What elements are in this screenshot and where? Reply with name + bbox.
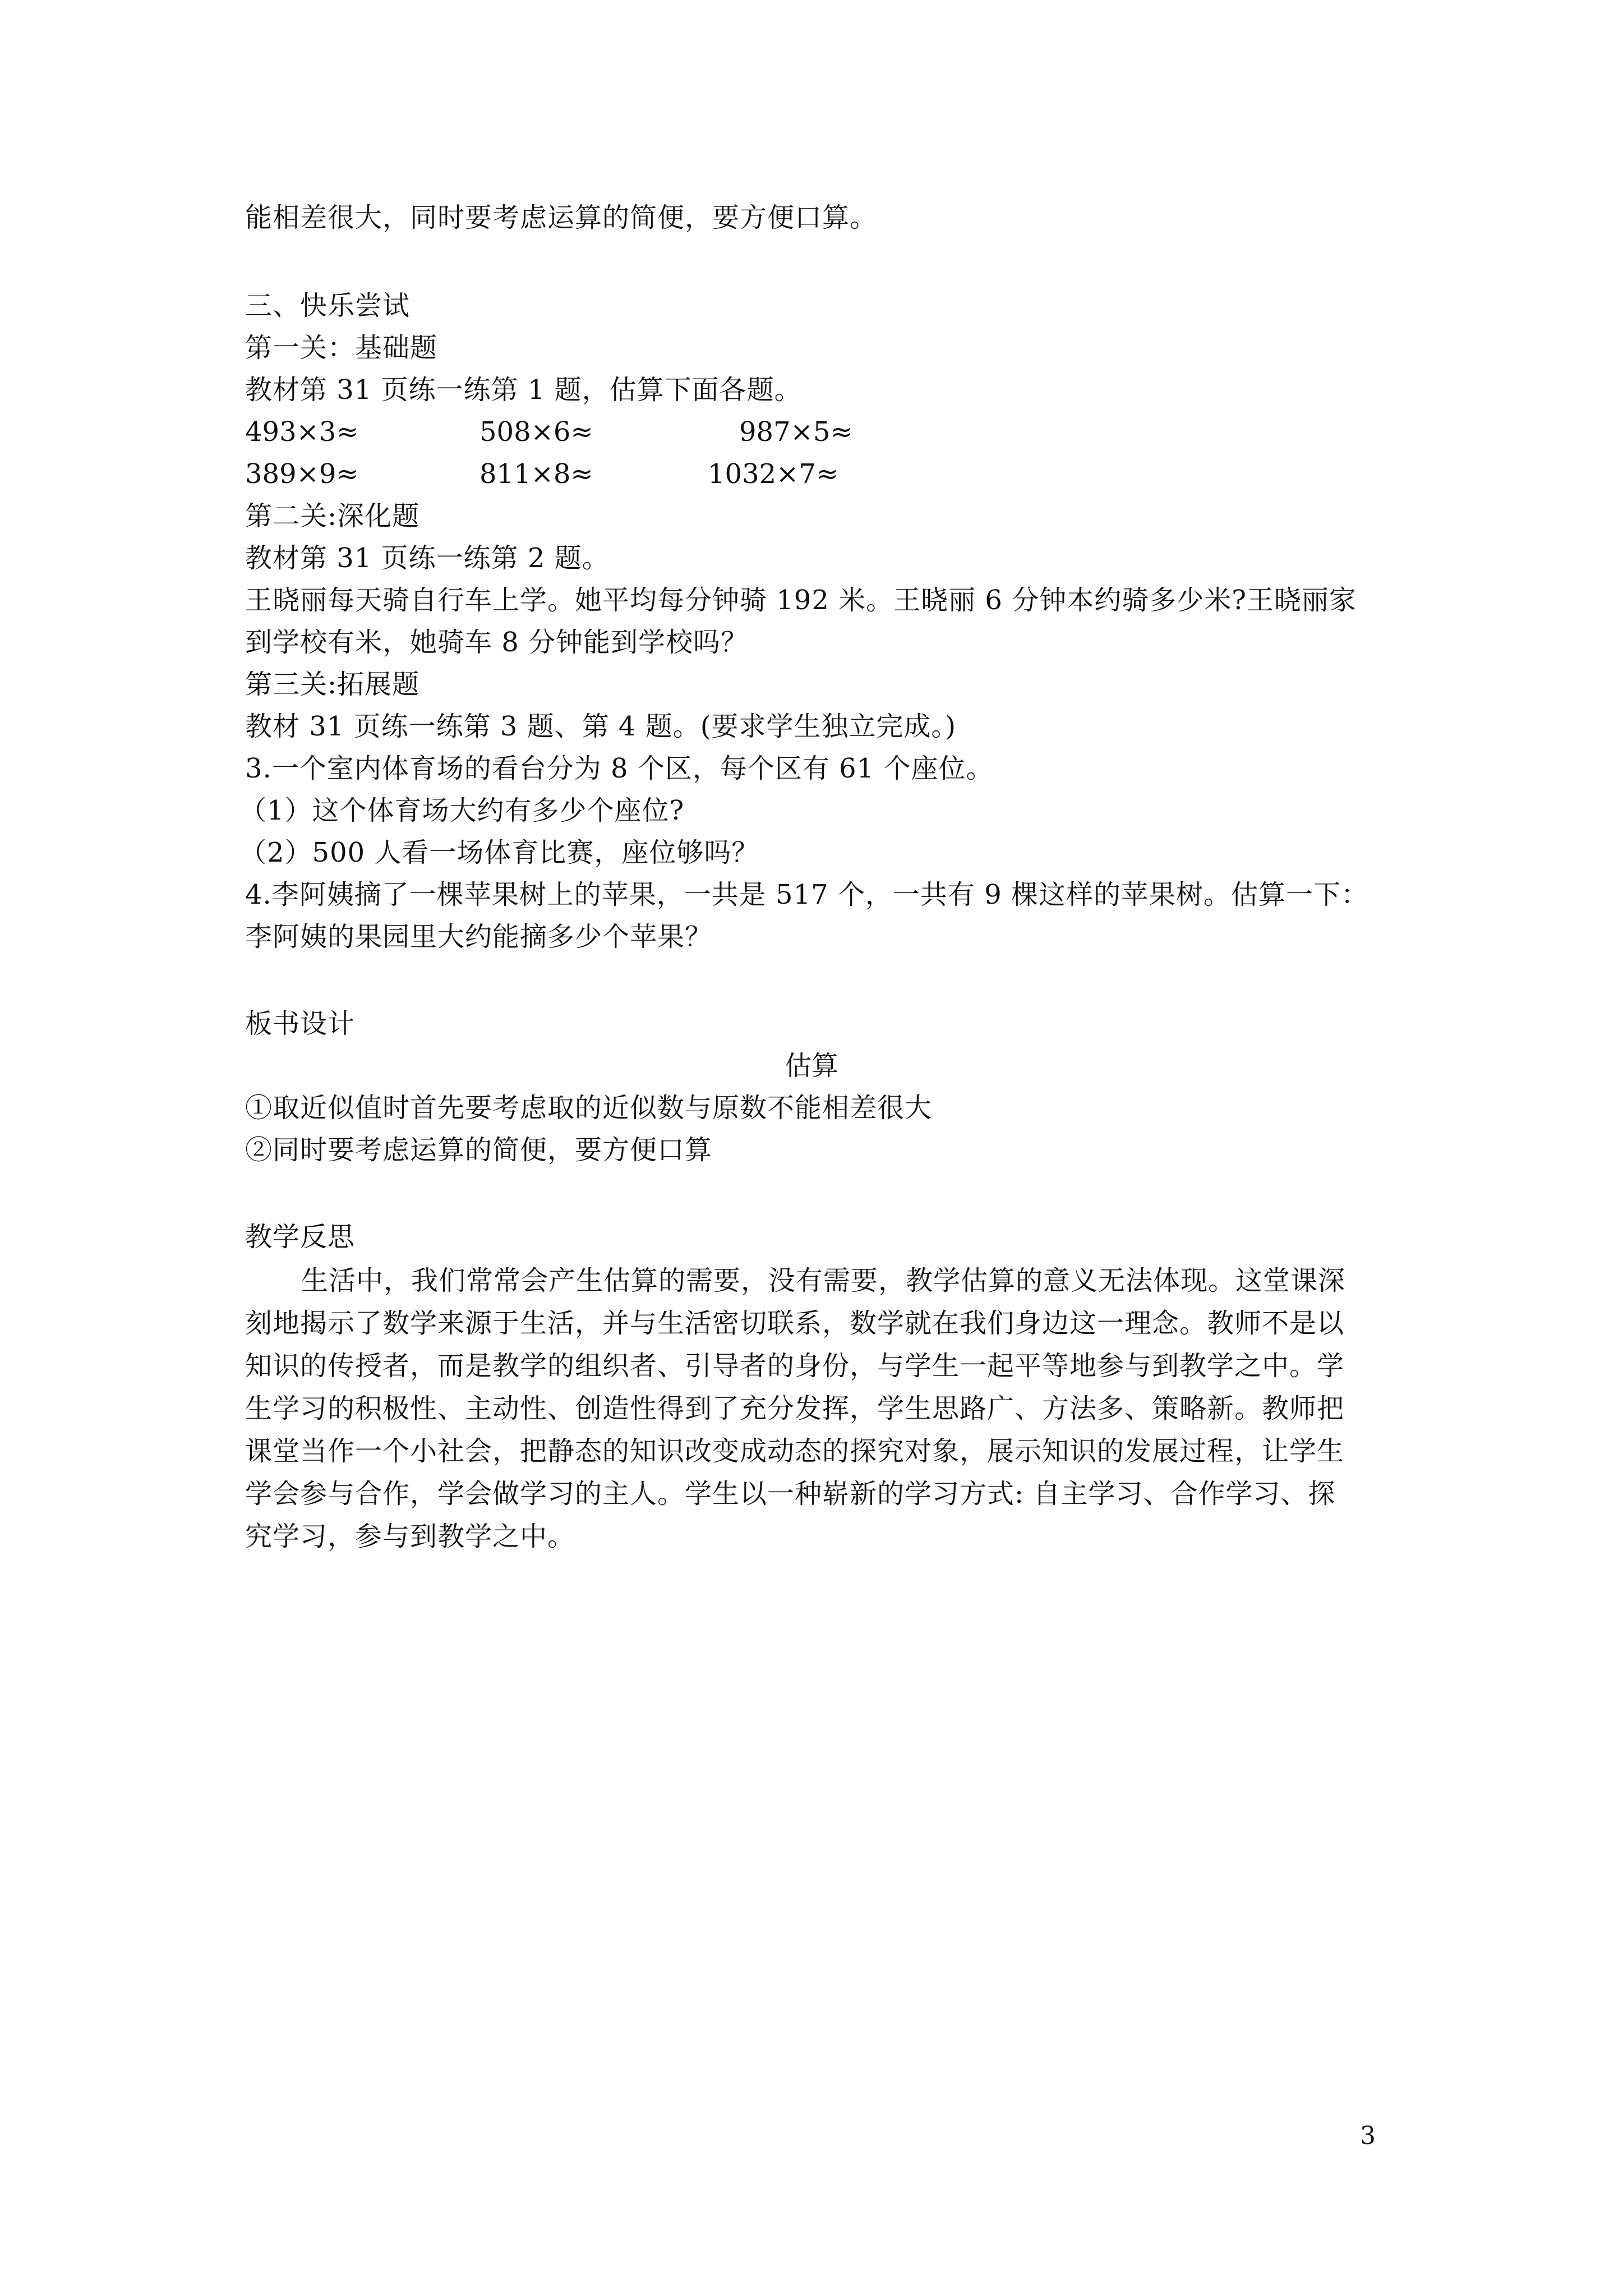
level2-problem-line: 王晓丽每天骑自行车上学。她平均每分钟骑 192 米。王晓丽 6 分钟本约骑多少米?王晓丽家 (245, 585, 1357, 616)
calc-item: 811×8≈ (479, 458, 593, 490)
section-heading-trial: 三、快乐尝试 (245, 290, 411, 321)
level1-title: 第一关：基础题 (245, 332, 438, 364)
reflection-line: 究学习，参与到教学之中。 (245, 1521, 575, 1552)
level3-title: 第三关:拓展题 (245, 669, 420, 700)
board-design-point: ②同时要考虑运算的简便，要方便口算 (245, 1134, 713, 1166)
question-3-sub-1: （1）这个体育场大约有多少个座位? (239, 795, 685, 826)
reflection-line: 生活中，我们常常会产生估算的需要，没有需要，教学估算的意义无法体现。这堂课深 (301, 1265, 1346, 1296)
page-number: 3 (1360, 2122, 1376, 2150)
calc-item: 987×5≈ (739, 416, 853, 448)
reflection-line: 刻地揭示了数学来源于生活，并与生活密切联系，数学就在我们身边这一理念。教师不是以 (245, 1308, 1345, 1339)
level2-title: 第二关:深化题 (245, 500, 420, 532)
level2-desc: 教材第 31 页练一练第 2 题。 (245, 542, 610, 574)
question-4-line: 4.李阿姨摘了一棵苹果树上的苹果，一共是 517 个，一共有 9 棵这样的苹果树。估算一下： (245, 879, 1368, 910)
level1-desc: 教材第 31 页练一练第 1 题，估算下面各题。 (245, 374, 802, 406)
board-design-heading: 板书设计 (245, 1008, 356, 1039)
intro-line: 能相差很大，同时要考虑运算的简便，要方便口算。 (245, 202, 878, 233)
reflection-line: 生学习的积极性、主动性、创造性得到了充分发挥，学生思路广、方法多、策略新。教师把 (245, 1393, 1345, 1424)
reflection-line: 学会参与合作，学会做学习的主人。学生以一种崭新的学习方式: 自主学习、合作学习、探 (245, 1478, 1336, 1510)
question-4-line: 李阿姨的果园里大约能摘多少个苹果？ (245, 921, 713, 953)
calc-item: 508×6≈ (479, 416, 593, 448)
calc-item: 389×9≈ (245, 458, 359, 490)
board-design-title: 估算 (784, 1050, 838, 1082)
calc-item: 1032×7≈ (708, 458, 839, 490)
reflection-line: 知识的传授者，而是教学的组织者、引导者的身份，与学生一起平等地参与到教学之中。学 (245, 1350, 1345, 1382)
question-3-sub-2: （2）500 人看一场体育比赛，座位够吗？ (239, 837, 759, 868)
reflection-line: 课堂当作一个小社会，把静态的知识改变成动态的探究对象，展示知识的发展过程，让学生 (245, 1435, 1345, 1467)
reflection-heading: 教学反思 (245, 1221, 356, 1253)
level3-desc: 教材 31 页练一练第 3 题、第 4 题。(要求学生独立完成。) (245, 711, 957, 742)
question-3: 3.一个室内体育场的看台分为 8 个区，每个区有 61 个座位。 (245, 753, 994, 784)
board-design-point: ①取近似值时首先要考虑取的近似数与原数不能相差很大 (245, 1092, 933, 1124)
calc-item: 493×3≈ (245, 416, 359, 448)
reflection-paragraph (245, 1259, 1389, 1558)
level2-problem-line: 到学校有米，她骑车 8 分钟能到学校吗？ (245, 627, 749, 658)
